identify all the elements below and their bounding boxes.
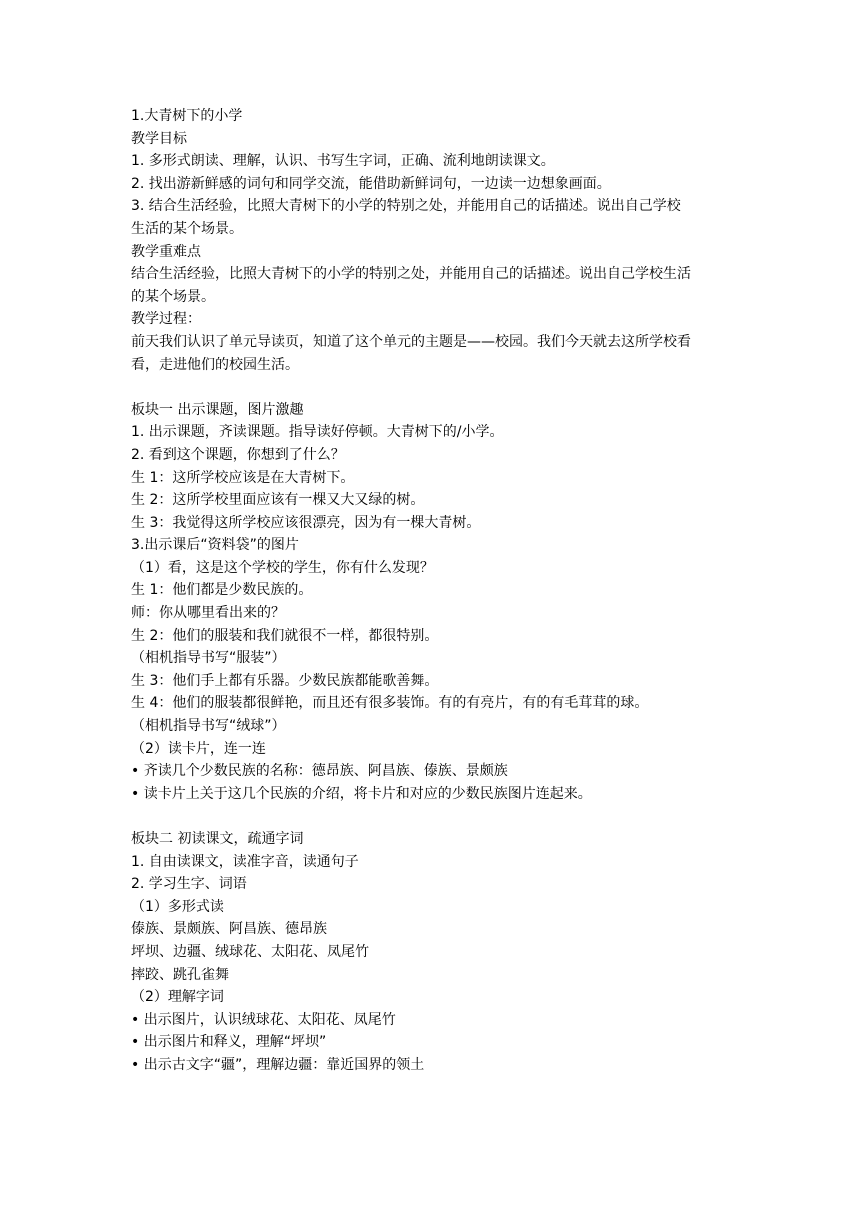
- section1-line: 生 2：他们的服装和我们就很不一样，都很特别。: [131, 627, 439, 644]
- goal-line: 2. 找出游新鲜感的词句和同学交流，能借助新鲜词句，一边读一边想象画面。: [131, 175, 611, 192]
- intro-line: 看，走进他们的校园生活。: [131, 356, 299, 373]
- section2-line: 坪坝、边疆、绒球花、太阳花、凤尾竹: [131, 943, 369, 960]
- section2-line: （2）理解字词: [131, 989, 224, 1006]
- section1-line: （2）读卡片，连一连: [131, 740, 266, 757]
- section2-line: 1. 自由读课文，读准字音，读通句子: [131, 853, 359, 870]
- intro-line: 前天我们认识了单元导读页，知道了这个单元的主题是——校园。我们今天就去这所学校看: [131, 333, 691, 350]
- section1-line: 生 3：他们手上都有乐器。少数民族都能歌善舞。: [131, 672, 439, 689]
- section1-line: （相机指导书写“服装”）: [131, 650, 286, 667]
- section1-line: 3.出示课后“资料袋”的图片: [131, 537, 299, 554]
- document-body: [131, 105, 741, 1077]
- section1-line: 1. 出示课题，齐读课题。指导读好停顿。大青树下的/小学。: [131, 424, 504, 441]
- key-points-line: 的某个场景。: [131, 288, 215, 305]
- section2-line: 摔跤、跳孔雀舞: [131, 966, 229, 983]
- goal-line: 生活的某个场景。: [131, 220, 243, 237]
- section2-bullet: • 出示图片和释义，理解“坪坝”: [131, 1034, 327, 1051]
- goal-line: 3. 结合生活经验，比照大青树下的小学的特别之处，并能用自己的话描述。说出自己学校: [131, 198, 681, 215]
- section1-line: 生 2：这所学校里面应该有一棵又大又绿的树。: [131, 492, 425, 509]
- section1-line: 生 1：他们都是少数民族的。: [131, 582, 313, 599]
- key-points-line: 结合生活经验，比照大青树下的小学的特别之处，并能用自己的话描述。说出自己学校生活: [131, 266, 691, 283]
- section1-heading: 板块一 出示课题，图片激趣: [131, 401, 304, 418]
- section1-line: （相机指导书写“绒球”）: [131, 718, 286, 735]
- section1-line: 生 4：他们的服装都很鲜艳，而且还有很多装饰。有的有亮片，有的有毛茸茸的球。: [131, 695, 649, 712]
- section1-line: （1）看，这是这个学校的学生，你有什么发现？: [131, 559, 434, 576]
- goals-heading: 教学目标: [131, 130, 187, 147]
- key-points-heading: 教学重难点: [131, 243, 201, 260]
- section1-line: 2. 看到这个课题，你想到了什么？: [131, 446, 345, 463]
- section2-line: （1）多形式读: [131, 898, 224, 915]
- section1-line: 生 1：这所学校应该是在大青树下。: [131, 469, 355, 486]
- section2-line: 傣族、景颇族、阿昌族、德昂族: [131, 921, 327, 938]
- section2-bullet: • 出示图片，认识绒球花、太阳花、凤尾竹: [131, 1011, 396, 1028]
- spacer: [131, 805, 741, 828]
- section1-bullet: • 读卡片上关于这几个民族的介绍，将卡片和对应的少数民族图片连起来。: [131, 785, 592, 802]
- process-heading: 教学过程：: [131, 311, 201, 328]
- section1-line: 师：你从哪里看出来的？: [131, 605, 285, 622]
- section2-heading: 板块二 初读课文，疏通字词: [131, 831, 304, 847]
- section1-bullet: • 齐读几个少数民族的名称：德昂族、阿昌族、傣族、景颇族: [131, 763, 508, 780]
- section2-line: 2. 学习生字、词语: [131, 876, 247, 893]
- goal-line: 1. 多形式朗读、理解，认识、书写生字词，正确、流利地朗读课文。: [131, 153, 555, 170]
- spacer: [131, 376, 741, 399]
- section2-bullet: • 出示古文字“疆”，理解边疆：靠近国界的领土: [131, 1056, 425, 1073]
- lesson-title: 1.大青树下的小学: [131, 108, 243, 124]
- section1-line: 生 3：我觉得这所学校应该很漂亮，因为有一棵大青树。: [131, 514, 481, 531]
